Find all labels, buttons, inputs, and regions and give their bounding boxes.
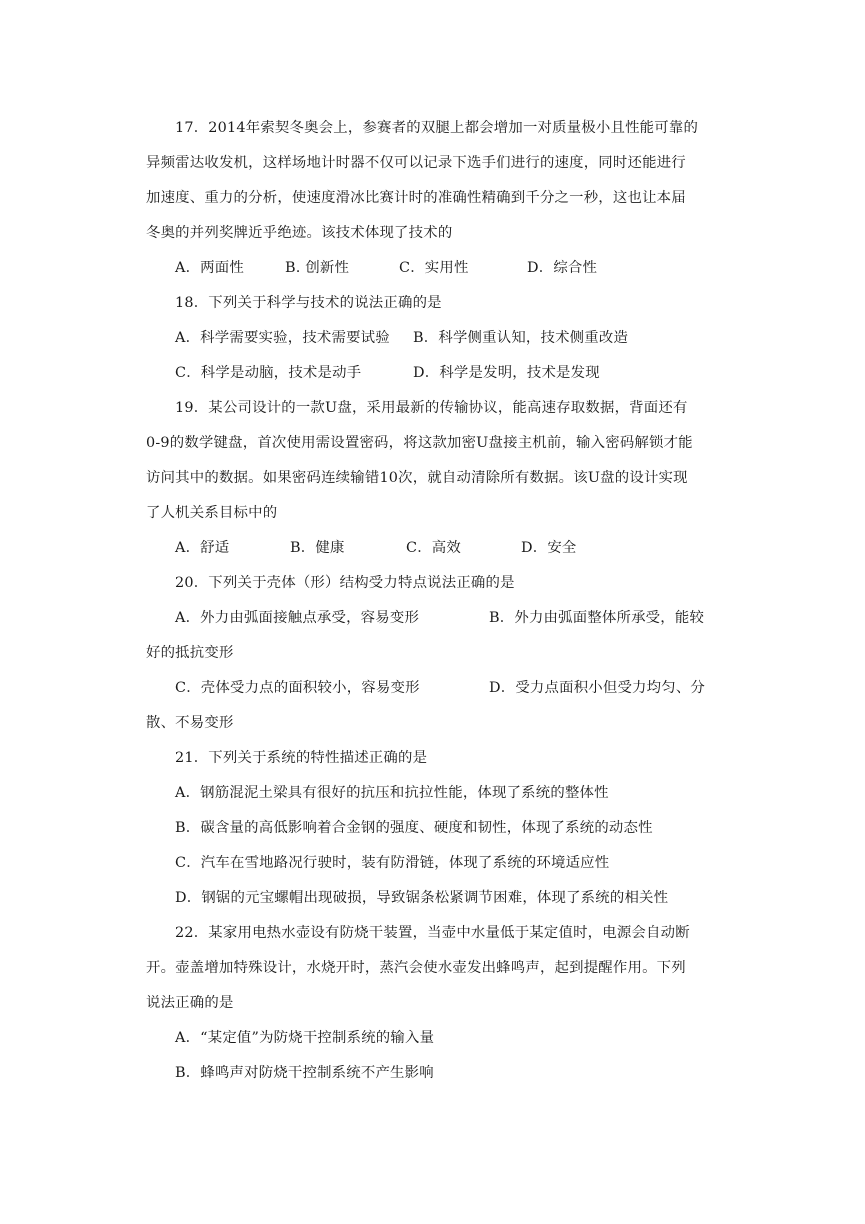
q22-stem-line-3: 说法正确的是 bbox=[146, 995, 234, 1011]
q17-option-d: D．综合性 bbox=[527, 260, 598, 276]
q21-stem: 21．下列关于系统的特性描述正确的是 bbox=[175, 750, 428, 766]
q22-stem-line-1: 22．某家用电热水壶设有防烧干装置，当壶中水量低于某定值时，电源会自动断 bbox=[175, 925, 690, 941]
q19-stem-line-3: 访问其中的数据。如果密码连续输错10次，就自动清除所有数据。该U盘的设计实现 bbox=[146, 470, 688, 486]
q17-option-a: A．两面性 bbox=[175, 260, 244, 276]
q22-option-a: A．“某定值”为防烧干控制系统的输入量 bbox=[175, 1030, 435, 1046]
q18-option-d: D．科学是发明，技术是发现 bbox=[413, 365, 600, 381]
q18-option-b: B．科学侧重认知，技术侧重改造 bbox=[413, 330, 629, 346]
q19-stem-line-4: 了人机关系目标中的 bbox=[146, 505, 278, 521]
q20-option-b-continued: 好的抵抗变形 bbox=[146, 645, 234, 661]
q20-option-b: B．外力由弧面整体所承受，能较 bbox=[489, 610, 705, 626]
q21-option-b: B．碳含量的高低影响着合金钢的强度、硬度和韧性，体现了系统的动态性 bbox=[175, 820, 653, 836]
q19-option-c: C．高效 bbox=[406, 540, 461, 556]
q17-option-c: C．实用性 bbox=[399, 260, 469, 276]
q22-stem-line-2: 开。壶盖增加特殊设计，水烧开时，蒸汽会使水壶发出蜂鸣声，起到提醒作用。下列 bbox=[146, 960, 686, 976]
q21-option-a: A．钢筋混泥土梁具有很好的抗压和抗拉性能，体现了系统的整体性 bbox=[175, 785, 609, 801]
q18-option-c: C．科学是动脑，技术是动手 bbox=[175, 365, 362, 381]
q21-option-c: C．汽车在雪地路况行驶时，装有防滑链，体现了系统的环境适应性 bbox=[175, 855, 610, 871]
q17-stem-line-2: 异频雷达收发机，这样场地计时器不仅可以记录下选手们进行的速度，同时还能进行 bbox=[146, 155, 686, 171]
q19-stem-line-1: 19．某公司设计的一款U盘，采用最新的传输协议，能高速存取数据，背面还有 bbox=[175, 400, 688, 416]
q18-option-a: A．科学需要实验，技术需要试验 bbox=[175, 330, 390, 346]
q18-stem: 18．下列关于科学与技术的说法正确的是 bbox=[175, 295, 442, 311]
q19-option-b: B．健康 bbox=[290, 540, 345, 556]
q17-option-b: B. 创新性 bbox=[285, 260, 350, 276]
q20-stem: 20．下列关于壳体（形）结构受力特点说法正确的是 bbox=[175, 575, 515, 591]
q20-option-d-continued: 散、不易变形 bbox=[146, 715, 234, 731]
q17-stem-line-1: 17．2014年索契冬奥会上，参赛者的双腿上都会增加一对质量极小且性能可靠的 bbox=[175, 120, 699, 136]
q20-option-c: C．壳体受力点的面积较小，容易变形 bbox=[175, 680, 420, 696]
q17-stem-line-3: 加速度、重力的分析，使速度滑冰比赛计时的准确性精确到千分之一秒，这也让本届 bbox=[146, 190, 686, 206]
q19-option-a: A．舒适 bbox=[175, 540, 230, 556]
q19-stem-line-2: 0-9的数学键盘，首次使用需设置密码，将这款加密U盘接主机前，输入密码解锁才能 bbox=[146, 435, 693, 451]
q22-option-b: B．蜂鸣声对防烧干控制系统不产生影响 bbox=[175, 1065, 434, 1081]
q21-option-d: D．钢锯的元宝螺帽出现破损，导致锯条松紧调节困难，体现了系统的相关性 bbox=[175, 890, 669, 906]
q19-option-d: D．安全 bbox=[521, 540, 577, 556]
q20-option-d: D．受力点面积小但受力均匀、分 bbox=[489, 680, 706, 696]
q17-stem-line-4: 冬奥的并列奖牌近乎绝迹。该技术体现了技术的 bbox=[146, 225, 453, 241]
q20-option-a: A．外力由弧面接触点承受，容易变形 bbox=[175, 610, 420, 626]
